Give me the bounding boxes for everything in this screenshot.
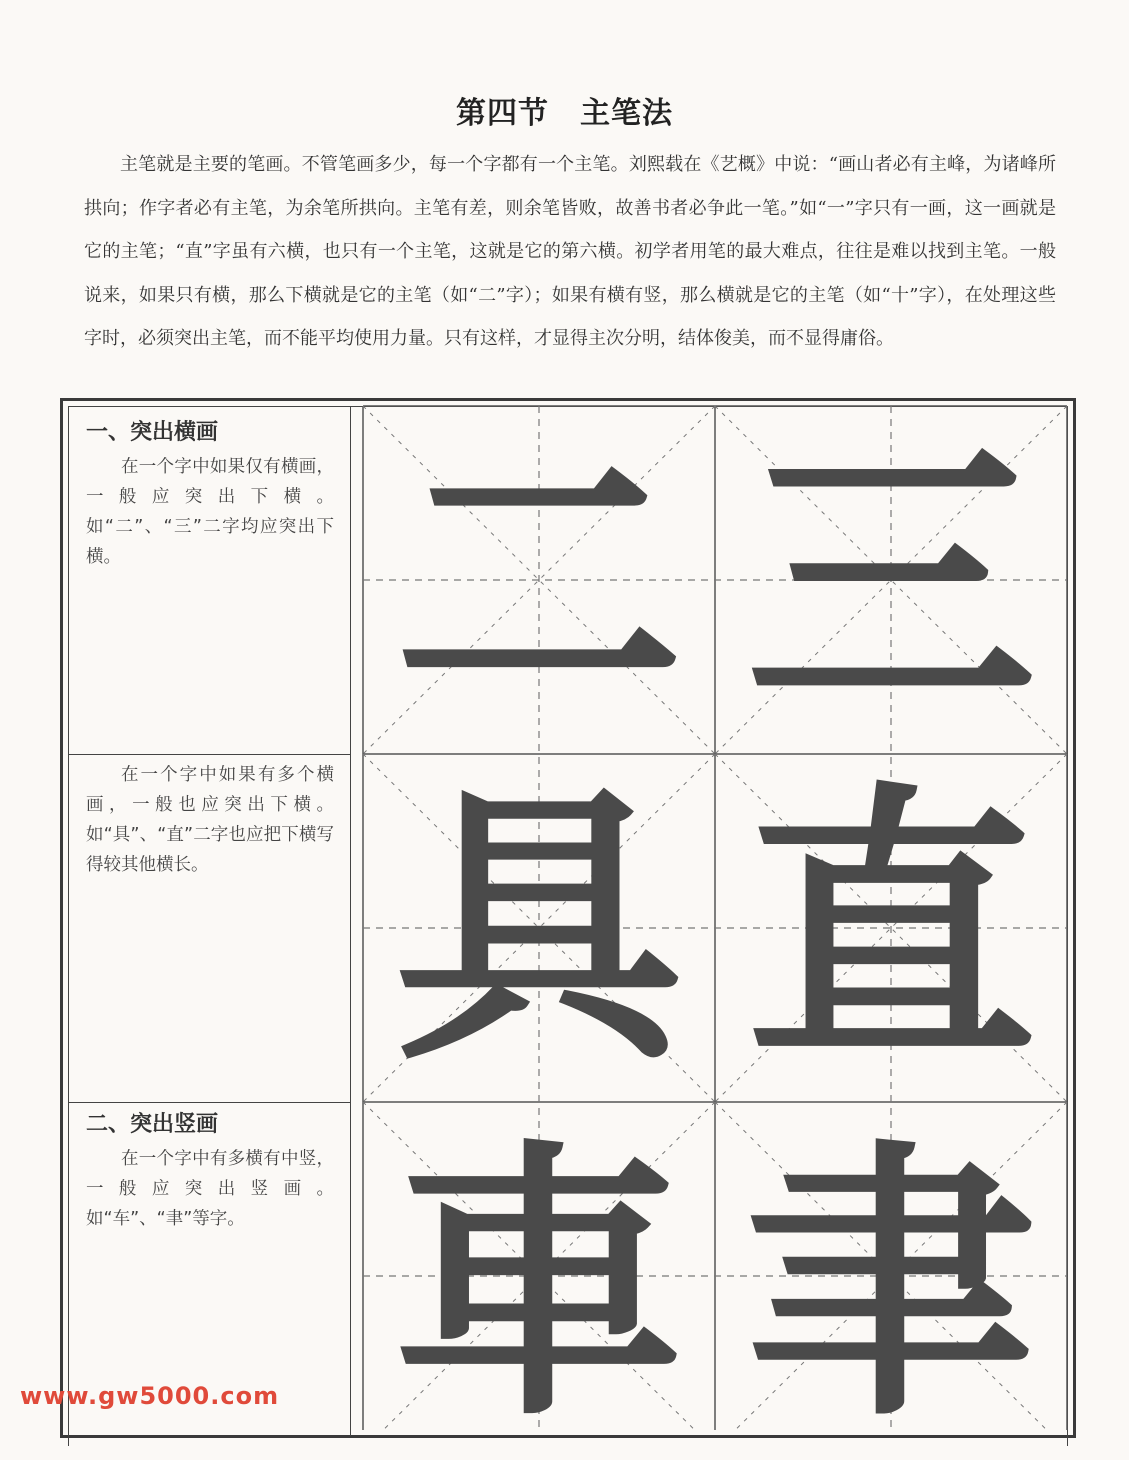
site-watermark: www.gw5000.com	[20, 1382, 280, 1410]
calligraphy-char-che: 車	[394, 1115, 684, 1455]
calligraphy-char-san: 三	[746, 411, 1036, 751]
calligraphy-char-ju: 具	[394, 759, 684, 1099]
row-1-text: 在一个字中如果仅有横画，一般应突出下横。如“二”、“三”二字均应突出下横。	[86, 457, 334, 567]
calligraphy-char-er: 二	[394, 411, 684, 751]
calligraphy-char-zhi: 直	[746, 759, 1036, 1099]
intro-paragraph: 主笔就是主要的笔画。不管笔画多少，每一个字都有一个主笔。刘熙载在《艺概》中说：“画山者必有主峰，为诸峰所拱向；作字者必有主笔，为余笔所拱向。主笔有差，则余笔皆败，故善书者必争此一笔。”如“一”字只有一画，这一画就是它的主笔；“直”字虽有六横，也只有一个主笔，这就是它的第六横。初学者用笔的最大难点，往往是难以找到主笔。一般说来，如果只有横，那么下横就是它的主笔（如“二”字）；如果有横有竖，那么横就是它的主笔（如“十”字），在处理这些字时，必须突出主笔，而不能平均使用力量。只有这样，才显得主次分明，结体俊美，而不显得庸俗。	[84, 154, 1056, 349]
heading-vertical-strokes: 二、突出竖画	[86, 1112, 219, 1137]
row-3-text: 在一个字中有多横有中竖，一般应突出竖画。如“车”、“聿”等字。	[86, 1149, 334, 1229]
calligraphy-char-yu: 聿	[746, 1115, 1036, 1455]
section-title: 第四节 主笔法	[456, 96, 673, 131]
heading-horizontal-strokes: 一、突出横画	[86, 420, 219, 445]
row-2-text: 在一个字中如果有多个横画，一般也应突出下横。如“具”、“直”二字也应把下横写得较其他横长。	[86, 765, 334, 875]
